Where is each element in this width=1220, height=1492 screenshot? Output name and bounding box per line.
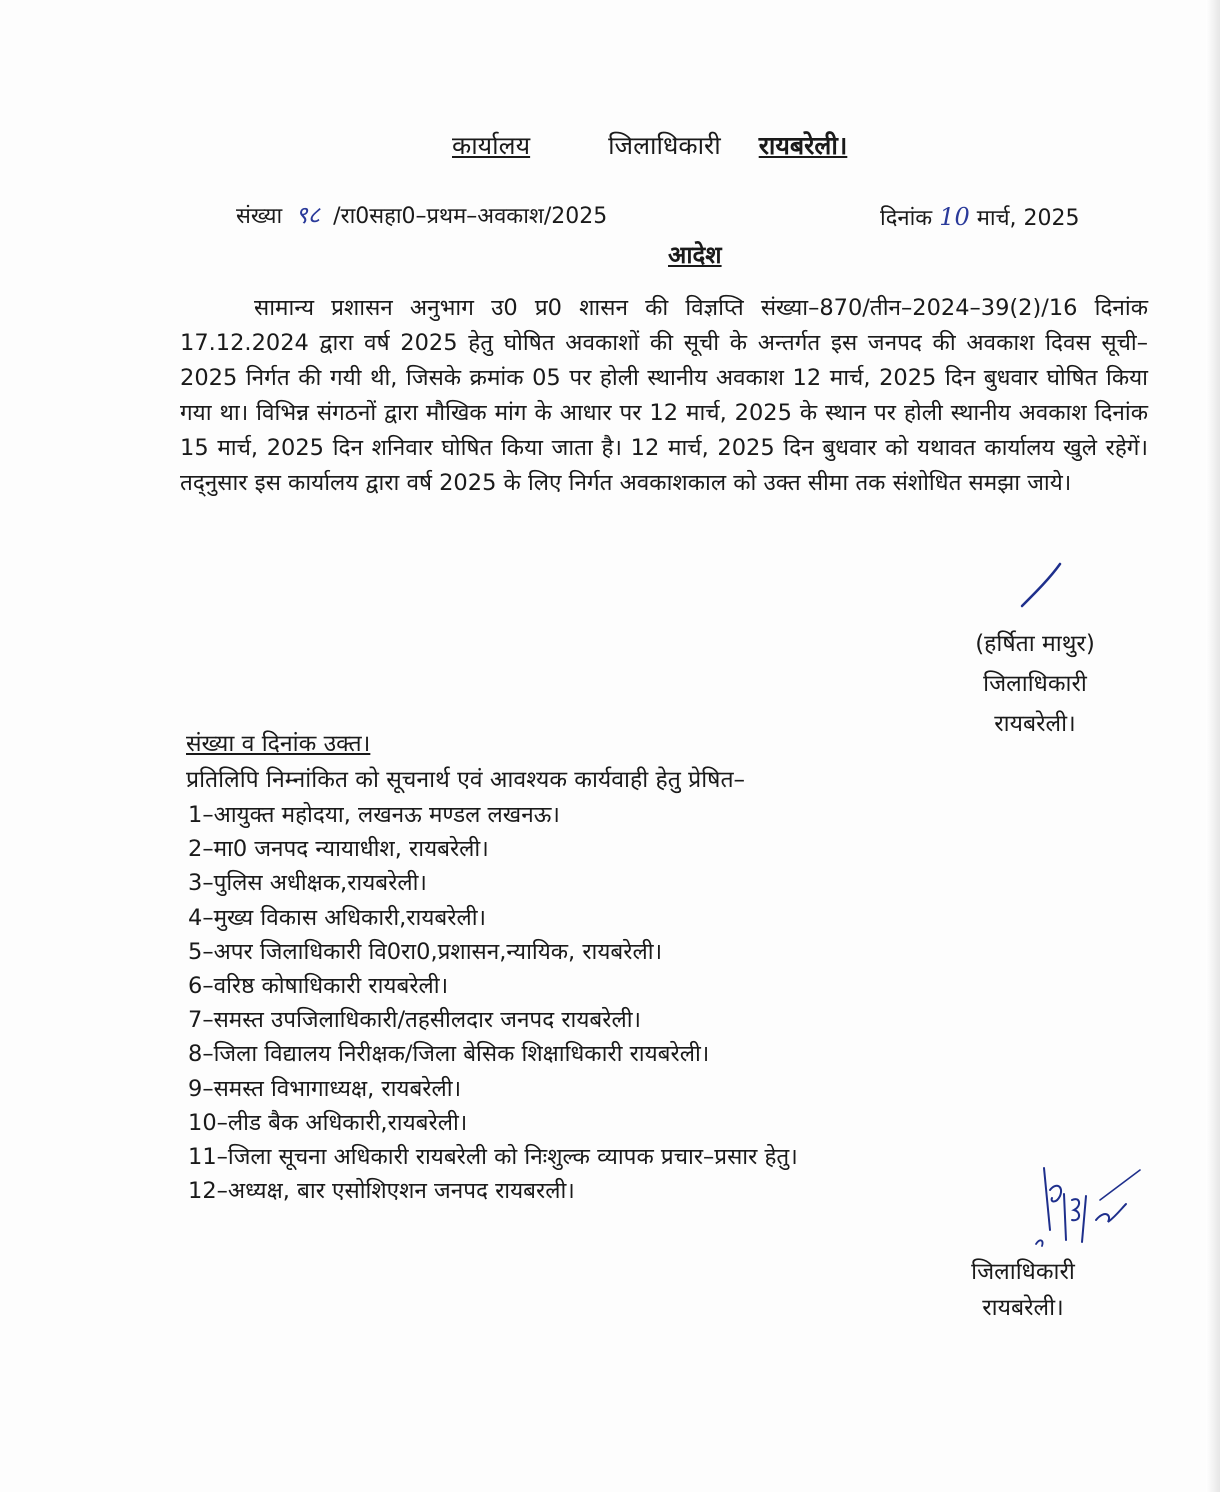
list-item: 11–जिला सूचना अधिकारी रायबरेली को निःशुल्क व्यापक प्रचार–प्रसार हेतु। bbox=[188, 1143, 798, 1170]
signatory-name: (हर्षिता माथुर) bbox=[975, 631, 1095, 657]
signatory-block bbox=[960, 624, 1110, 744]
heading-city: रायबरेली। bbox=[758, 131, 848, 160]
copy-reference: संख्या व दिनांक उक्त। bbox=[186, 731, 371, 757]
reference-handwritten-number: ९८ bbox=[295, 201, 321, 229]
reference-date bbox=[880, 202, 1080, 232]
heading-office: कार्यालय bbox=[452, 131, 531, 160]
footer-signatory bbox=[958, 1254, 1088, 1326]
page-edge-shadow bbox=[1206, 0, 1220, 1492]
footer-place: रायबरेली। bbox=[982, 1295, 1064, 1321]
signatory-designation: जिलाधिकारी bbox=[983, 671, 1087, 697]
list-item: 9–समस्त विभागाध्यक्ष, रायबरेली। bbox=[188, 1075, 462, 1102]
order-title: आदेश bbox=[668, 241, 722, 269]
list-item: 3–पुलिस अधीक्षक,रायबरेली। bbox=[188, 870, 427, 897]
heading-designation: जिलाधिकारी bbox=[608, 131, 721, 160]
signatory-place: रायबरेली। bbox=[994, 711, 1076, 737]
reference-suffix: /रा0सहा0–प्रथम–अवकाश/2025 bbox=[333, 204, 608, 229]
date-prefix: दिनांक bbox=[880, 206, 933, 231]
handwritten-initials-icon bbox=[1016, 1160, 1146, 1260]
list-item: 7–समस्त उपजिलाधिकारी/तहसीलदार जनपद रायबरेली। bbox=[188, 1007, 642, 1034]
list-item: 1–आयुक्त महोदया, लखनऊ मण्डल लखनऊ। bbox=[188, 802, 560, 828]
list-item: 6–वरिष्ठ कोषाधिकारी रायबरेली। bbox=[188, 972, 449, 999]
order-body: सामान्य प्रशासन अनुभाग उ0 प्र0 शासन की विज्ञप्ति संख्या–870/तीन–2024–39(2)/16 दिनांक 17.12.2024 द्वारा वर्ष 2025 हेतु घोषित अवकाशों की सूची के अन्तर्गत इस जनपद की अवकाश दिवस सूची–2025 निर्गत की गयी थी, जिसके क्रमांक 05 पर होली स्थानीय अवकाश 12 मार्च, 2025 दिन बुधवार घोषित किया गया था। विभिन्न संगठनों द्वारा मौखिक मांग के आधार पर 12 मार्च, 2025 के स्थान पर होली स्थानीय अवकाश दिनांक 15 मार्च, 2025 दिन शनिवार घोषित किया जाता है। 12 मार्च, 2025 दिन बुधवार को यथावत कार्यालय खुले रहेगें। तद्नुसार इस कार्यालय द्वारा वर्ष 2025 के लिए निर्गत अवकाशकाल को उक्त सीमा तक संशोधित समझा जाये। bbox=[180, 294, 1148, 496]
office-heading bbox=[452, 128, 847, 162]
list-item: 5–अपर जिलाधिकारी वि0रा0,प्रशासन,न्यायिक, रायबरेली। bbox=[188, 938, 663, 965]
recipient-list bbox=[188, 798, 798, 1208]
list-item: 12–अध्यक्ष, बार एसोशिएशन जनपद रायबरली। bbox=[188, 1178, 575, 1205]
footer-designation: जिलाधिकारी bbox=[971, 1259, 1075, 1285]
reference-number bbox=[236, 198, 607, 231]
reference-prefix: संख्या bbox=[236, 204, 283, 229]
date-suffix: मार्च, 2025 bbox=[976, 206, 1080, 231]
list-item: 2–मा0 जनपद न्यायाधीश, रायबरेली। bbox=[188, 836, 489, 863]
list-item: 8–जिला विद्यालय निरीक्षक/जिला बेसिक शिक्षाधिकारी रायबरेली। bbox=[188, 1041, 710, 1068]
list-item: 4–मुख्य विकास अधिकारी,रायबरेली। bbox=[188, 904, 487, 931]
signature-stroke-icon bbox=[1012, 560, 1072, 610]
date-handwritten-day: 10 bbox=[939, 203, 970, 231]
list-item: 10–लीड बैक अधिकारी,रायबरेली। bbox=[188, 1109, 468, 1136]
copy-intro: प्रतिलिपि निम्नांकित को सूचनार्थ एवं आवश्यक कार्यवाही हेतु प्रेषित– bbox=[186, 767, 746, 793]
